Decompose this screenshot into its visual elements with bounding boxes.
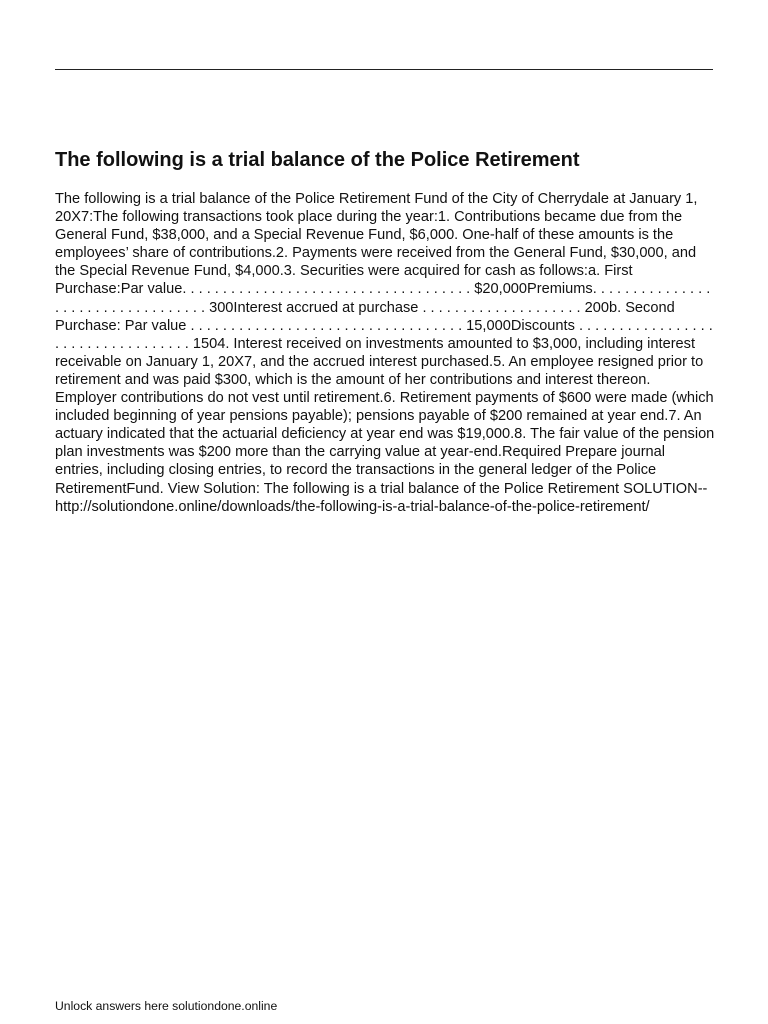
footer-note: Unlock answers here solutiondone.online [55,999,278,1013]
document-body-text: The following is a trial balance of the Police Retirement Fund of the City of Cherrydale at January 1, 20X7:The following transactions took place during the year:1. Contributions became due from the General Fund, $38,000, and a Special Revenue Fund, $6,000. One-half of these amounts is the employees’ share of contributions.2. Payments were received from the General Fund, $30,000, and the Special Revenue Fund, $4,000.3. Securities were acquired for cash as follows:a. First Purchase:Par value. . . . . . . . . . . . . . . . . . . . . . . . . . . . . . . . . . . . $20,000Premiums. . . . . . . . . . . . . . . . . . . . . . . . . . . . . . . . . . 300Interest accrued at purchase . . . . . . . . . . . . . . . . . . . . 200b. Second Purchase: Par value . . . . . . . . . . . . . . . . . . . . . . . . . . . . . . . . . . 15,000Discounts . . . . . . . . . . . . . . . . . . . . . . . . . . . . . . . . . . 1504. Interest received on investments amounted to $3,000, including interest receivable on January 1, 20X7, and the accrued interest purchased.5. An employee resigned prior to retirement and was paid $300, which is the amount of her contributions and interest thereon. Employer contributions do not vest until retirement.6. Retirement payments of $600 were made (which included beginning of year pensions payable); pensions payable of $200 remained at year end.7. An actuary indicated that the actuarial deficiency at year end was $19,000.8. The fair value of the pension plan investments was $200 more than the carrying value at year-end.Required Prepare journal entries, including closing entries, to record the transactions in the general ledger of the Police RetirementFund. View Solution: The following is a trial balance of the Police Retirement SOLUTION-- http://solutiondone.online/downloads/the-following-is-a-trial-balance-of-the-police-retirement/ [55,191,715,515]
document-title: The following is a trial balance of the Police Retirement [55,149,580,171]
top-divider [55,69,713,70]
